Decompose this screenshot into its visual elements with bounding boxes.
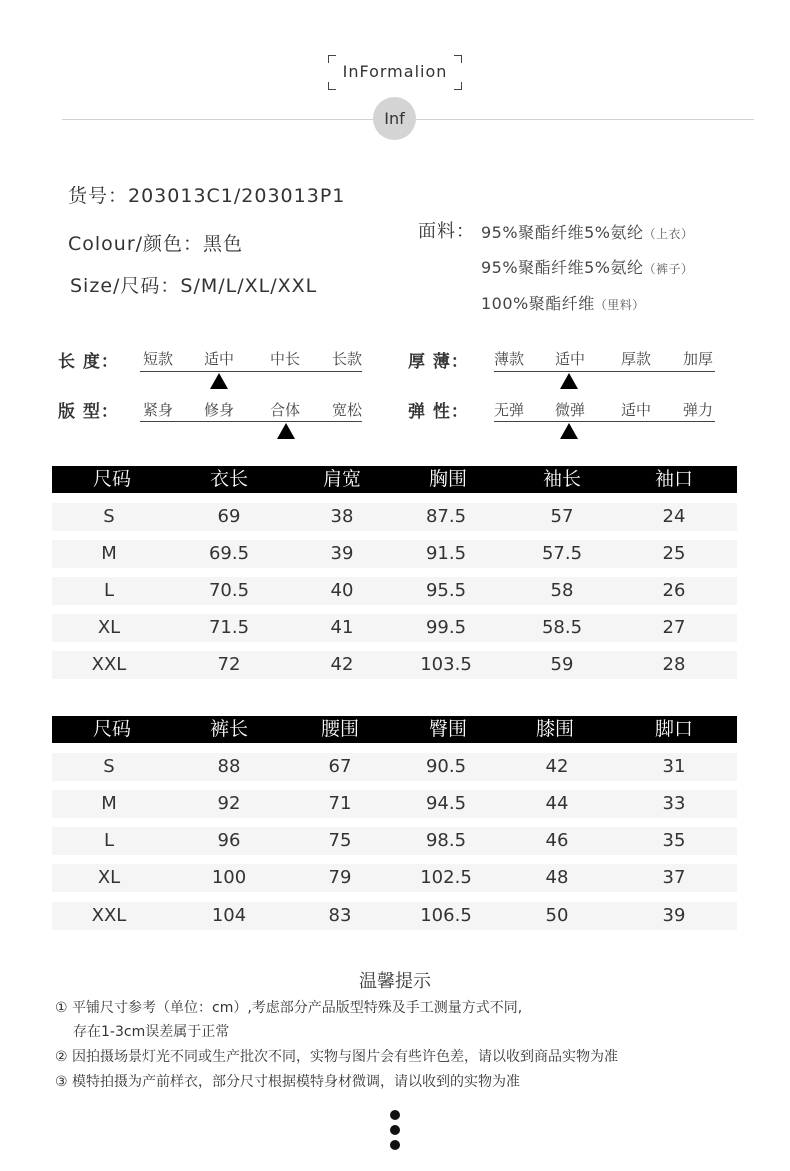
table-cell: 24 bbox=[662, 506, 686, 527]
scale-option: 宽松 bbox=[331, 401, 362, 419]
table-cell: 102.5 bbox=[420, 867, 472, 888]
fabric-line-1 bbox=[481, 220, 693, 243]
column-header: 肩宽 bbox=[322, 468, 361, 490]
fit-label: 版 型： bbox=[58, 402, 119, 422]
table-cell: 57.5 bbox=[541, 543, 583, 564]
table-cell: XL bbox=[97, 617, 121, 638]
elasticity-indicator-icon bbox=[560, 423, 578, 439]
scale-option: 适中 bbox=[203, 350, 234, 368]
table-cell: 42 bbox=[330, 654, 354, 675]
note-line: ① 平铺尺寸参考（单位：cm）,考虑部分产品版型特殊及手工测量方式不同, bbox=[55, 1000, 523, 1016]
dot-icon bbox=[390, 1140, 400, 1150]
item-number: 货号：203013C1/203013P1 bbox=[68, 185, 346, 207]
scale-option: 薄款 bbox=[493, 350, 524, 368]
table-cell: 39 bbox=[330, 543, 354, 564]
table-cell: 58.5 bbox=[541, 617, 583, 638]
scale-option: 修身 bbox=[203, 401, 234, 419]
table-row bbox=[52, 540, 737, 568]
fabric-3-note: （里料） bbox=[594, 298, 645, 312]
length-indicator-icon bbox=[210, 373, 228, 389]
table-cell: 37 bbox=[662, 867, 686, 888]
fabric-line-2 bbox=[481, 255, 693, 278]
table-cell: 59 bbox=[550, 654, 574, 675]
table-cell: 28 bbox=[662, 654, 686, 675]
scale-option: 短款 bbox=[142, 350, 173, 368]
column-header: 腰围 bbox=[320, 718, 359, 740]
table-cell: 27 bbox=[662, 617, 686, 638]
scale-option: 加厚 bbox=[682, 350, 713, 368]
table-cell: 98.5 bbox=[425, 830, 467, 851]
column-header: 胸围 bbox=[428, 468, 467, 490]
table-cell: 72 bbox=[217, 654, 241, 675]
table-cell: 40 bbox=[330, 580, 354, 601]
length-scale-line bbox=[140, 371, 362, 372]
note-line: ② 因拍摄场景灯光不同或生产批次不同，实物与图片会有些许色差，请以收到商品实物为准 bbox=[55, 1049, 618, 1065]
column-header: 裤长 bbox=[209, 718, 248, 740]
top-table-header bbox=[52, 466, 737, 493]
scale-option: 适中 bbox=[554, 350, 585, 368]
scale-option: 紧身 bbox=[142, 401, 173, 419]
table-cell: 83 bbox=[328, 905, 352, 926]
fabric-2-note: （裤子） bbox=[643, 262, 694, 276]
column-header: 袖口 bbox=[654, 468, 693, 490]
column-header: 尺码 bbox=[92, 468, 131, 490]
column-header: 袖长 bbox=[542, 468, 581, 490]
note-line: ③ 模特拍摄为产前样衣，部分尺寸根据模特身材微调，请以收到的实物为准 bbox=[55, 1074, 520, 1090]
bottom-table-header bbox=[52, 716, 737, 743]
column-header: 脚口 bbox=[654, 718, 693, 740]
table-cell: 91.5 bbox=[425, 543, 467, 564]
table-cell: XXL bbox=[91, 654, 127, 675]
table-cell: M bbox=[101, 543, 117, 564]
column-header: 膝围 bbox=[535, 718, 574, 740]
table-cell: XXL bbox=[91, 905, 127, 926]
table-cell: 106.5 bbox=[420, 905, 472, 926]
table-cell: 41 bbox=[330, 617, 354, 638]
table-cell: 71 bbox=[328, 793, 352, 814]
table-cell: 48 bbox=[545, 867, 569, 888]
table-row bbox=[52, 790, 737, 818]
table-cell: 94.5 bbox=[425, 793, 467, 814]
notes-title: 温馨提示 bbox=[359, 971, 431, 992]
dot-icon bbox=[390, 1110, 400, 1120]
fabric-3-text: 100%聚酯纤维 bbox=[481, 294, 595, 313]
table-row bbox=[52, 651, 737, 679]
table-cell: XL bbox=[97, 867, 121, 888]
table-cell: 99.5 bbox=[425, 617, 467, 638]
scale-option: 微弹 bbox=[554, 401, 585, 419]
table-cell: L bbox=[103, 830, 115, 851]
colour-text: Colour/颜色：黑色 bbox=[68, 233, 244, 255]
scale-option: 厚款 bbox=[620, 350, 651, 368]
table-cell: 31 bbox=[662, 756, 686, 777]
fabric-2-text: 95%聚酯纤维5%氨纶 bbox=[481, 258, 644, 277]
table-cell: 26 bbox=[662, 580, 686, 601]
table-cell: 90.5 bbox=[425, 756, 467, 777]
scale-option: 弹力 bbox=[682, 401, 713, 419]
column-header: 臀围 bbox=[428, 718, 467, 740]
table-cell: 103.5 bbox=[420, 654, 472, 675]
column-header: 衣长 bbox=[209, 468, 248, 490]
table-cell: 100 bbox=[211, 867, 247, 888]
scale-option: 长款 bbox=[331, 350, 362, 368]
scale-option: 合体 bbox=[269, 401, 300, 419]
scale-option: 无弹 bbox=[493, 401, 524, 419]
table-cell: 67 bbox=[328, 756, 352, 777]
corner-bracket-icon bbox=[454, 82, 462, 90]
table-cell: 25 bbox=[662, 543, 686, 564]
table-row bbox=[52, 902, 737, 930]
fabric-label: 面料： bbox=[418, 221, 475, 242]
fit-indicator-icon bbox=[277, 423, 295, 439]
information-badge bbox=[328, 55, 462, 90]
table-row bbox=[52, 827, 737, 855]
table-cell: 95.5 bbox=[425, 580, 467, 601]
table-cell: 33 bbox=[662, 793, 686, 814]
table-cell: 39 bbox=[662, 905, 686, 926]
thickness-indicator-icon bbox=[560, 373, 578, 389]
table-cell: 104 bbox=[211, 905, 247, 926]
table-row bbox=[52, 577, 737, 605]
table-cell: 38 bbox=[330, 506, 354, 527]
length-label: 长 度： bbox=[58, 352, 119, 372]
table-row bbox=[52, 503, 737, 531]
table-cell: 71.5 bbox=[208, 617, 250, 638]
table-cell: L bbox=[103, 580, 115, 601]
table-cell: 58 bbox=[550, 580, 574, 601]
table-cell: 75 bbox=[328, 830, 352, 851]
scale-option: 适中 bbox=[620, 401, 651, 419]
dot-icon bbox=[390, 1125, 400, 1135]
inf-circle: Inf bbox=[373, 97, 416, 140]
scale-option: 中长 bbox=[269, 350, 300, 368]
table-cell: 44 bbox=[545, 793, 569, 814]
table-cell: 92 bbox=[217, 793, 241, 814]
table-row bbox=[52, 753, 737, 781]
badge-title: InFormalion bbox=[342, 62, 448, 81]
corner-bracket-icon bbox=[328, 82, 336, 90]
table-cell: 35 bbox=[662, 830, 686, 851]
thickness-scale-line bbox=[494, 371, 715, 372]
elasticity-scale-line bbox=[494, 421, 715, 422]
table-cell: 70.5 bbox=[208, 580, 250, 601]
table-cell: 79 bbox=[328, 867, 352, 888]
table-cell: S bbox=[103, 506, 115, 527]
note-line: 存在1-3cm误差属于正常 bbox=[73, 1024, 230, 1040]
fit-scale-line bbox=[140, 421, 362, 422]
table-cell: 69 bbox=[217, 506, 241, 527]
fabric-line-3 bbox=[481, 291, 645, 314]
table-cell: 42 bbox=[545, 756, 569, 777]
fabric-1-text: 95%聚酯纤维5%氨纶 bbox=[481, 223, 644, 242]
table-cell: 50 bbox=[545, 905, 569, 926]
table-cell: 87.5 bbox=[425, 506, 467, 527]
table-cell: 69.5 bbox=[208, 543, 250, 564]
fabric-1-note: （上衣） bbox=[643, 227, 694, 241]
table-cell: 88 bbox=[217, 756, 241, 777]
table-cell: 96 bbox=[217, 830, 241, 851]
table-cell: S bbox=[103, 756, 115, 777]
column-header: 尺码 bbox=[92, 718, 131, 740]
table-cell: 57 bbox=[550, 506, 574, 527]
thickness-label: 厚 薄： bbox=[408, 352, 469, 372]
table-cell: M bbox=[101, 793, 117, 814]
elasticity-label: 弹 性： bbox=[408, 402, 469, 422]
table-row bbox=[52, 614, 737, 642]
size-text: Size/尺码：S/M/L/XL/XXL bbox=[70, 275, 318, 297]
table-row bbox=[52, 864, 737, 892]
table-cell: 46 bbox=[545, 830, 569, 851]
